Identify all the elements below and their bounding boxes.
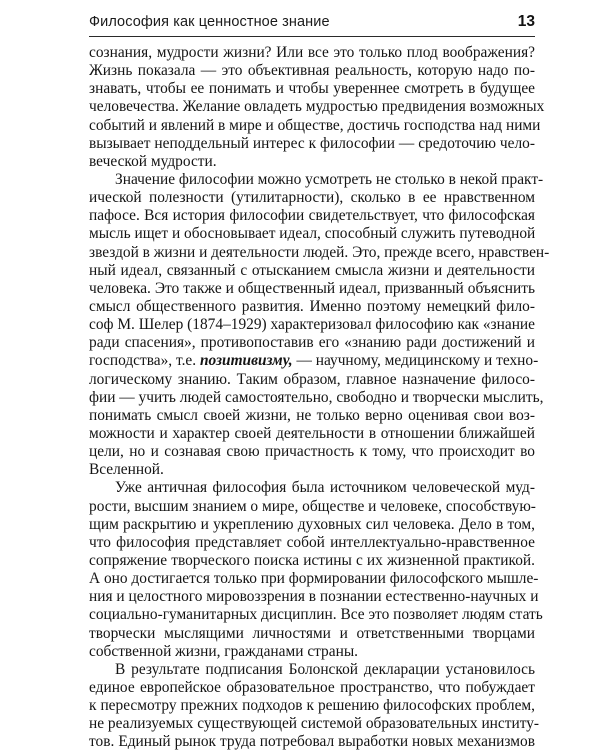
text-line: понимать смысл своей жизни, не только верно оценивая свои воз- [89,406,535,424]
text-line: собственной жизни, гражданами страны. [89,642,359,660]
text-line: А оно достигается только при формировании философского мышле- [89,570,539,588]
text-line: человека. Это также и общественный идеал, призванный объяснить [89,279,535,297]
text-line: человечества. Желание овладеть мудростью предвидения возможных [89,98,545,116]
text-line: ради спасения», противопоставив его «знанию ради достижений и [89,334,535,352]
text-line: Жизнь показала — это объективная реальность, которую надо по- [89,62,535,80]
text-line: событий и явлений в мире и обществе, достичь господства над ними [89,116,541,134]
text-line: социально-гуманитарных дисциплин. Все это позволяет людям стать [89,606,543,624]
text-line: не реализуемых существующей системой образовательных институ- [89,715,540,733]
text-line: щим раскрытию и укреплению духовных сил человека. Дело в том, [89,515,535,533]
text-line: В результате подписания Болонской декларации установилось [115,660,535,678]
text-segment: — научному, медицинскому и техно- [292,352,539,370]
text-line: логическому знанию. Таким образом, главное назначение филосо- [89,370,535,388]
text-line: пафосе. Вся история философии свидетельствует, что философская [89,207,535,225]
text-line: цели, но и сознавая свою причастность к тому, что происходит во [89,443,535,461]
text-line: творчески мыслящими личностями и ответственными творцами [89,624,535,642]
text-line: ный идеал, связанный с отысканием смысла жизни и деятельности [89,261,535,279]
text-line: фии — учить людей самостоятельно, свободно и творчески мыслить, [89,388,544,406]
text-segment: господства», т.е. [89,352,200,370]
text-line [89,352,539,370]
running-header [89,12,535,37]
emphasized-term: позитивизму, [199,352,293,370]
text-line: Вселенной. [89,461,164,479]
text-line: знавать, чтобы ее понимать и чтобы увереннее смотреть в будущее [89,80,535,98]
text-line: мысль ищет и обосновывает идеал, способный служить путеводной [89,225,536,243]
page-number: 13 [517,13,535,30]
body-text [89,44,550,751]
text-line: тов. Единый рынок труда потребовал выработки новых механизмов [89,733,535,751]
text-line: Значение философии можно усмотреть не столько в некой практ- [115,170,544,188]
text-line: веческой мудрости. [89,152,217,170]
text-line: единое европейское образовательное пространство, что побуждает [89,678,535,696]
text-line: сопряжение творческого поиска истины с их жизненной практикой. [89,551,535,569]
text-line: к пересмотру прежних подходов к решению философских проблем, [89,697,535,715]
text-line: звездой в жизни и деятельности людей. Это, прежде всего, нравствен- [89,243,550,261]
running-title: Философия как ценностное знание [89,14,330,30]
text-line: рости, высшим знанием о мире, обществе и человеке, способствую- [89,497,536,515]
text-line: соф М. Шелер (1874–1929) характеризовал философию как «знание [89,316,535,334]
text-line: Уже античная философия была источником человеческой муд- [115,479,535,497]
text-line: ния и целостного мировоззрения в познании естественно-научных и [89,588,539,606]
text-line: ической полезности (утилитарности), сколько в ее нравственном [89,189,535,207]
text-line: вызывает неподдельный интерес к философии — средоточию чело- [89,134,535,152]
text-line: сознания, мудрости жизни? Или все это только плод воображения? [89,44,535,61]
text-line: смысл общественного развития. Именно поэтому немецкий фило- [89,297,535,315]
text-line: можности и характер своей деятельности в отношении ближайшей [89,424,535,442]
text-line: что философия представляет собой интеллектуально-нравственное [89,533,535,551]
